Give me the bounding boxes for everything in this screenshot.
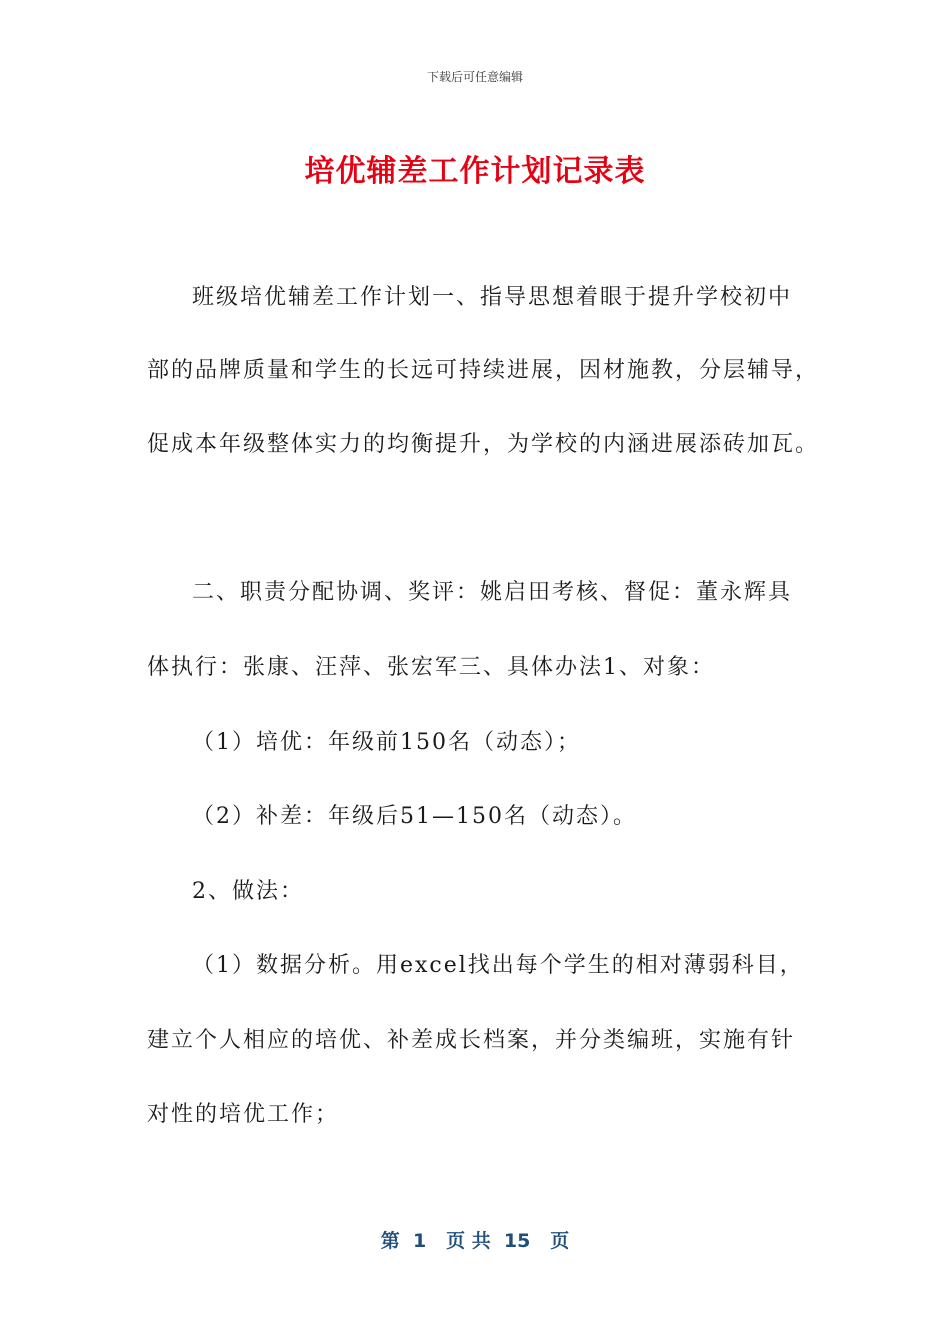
paragraph-line: 2、做法： bbox=[192, 879, 304, 904]
paragraph-line: （1）培优：年级前150名（动态）； bbox=[192, 730, 581, 755]
paragraph-line: 对性的培优工作； bbox=[147, 1102, 340, 1127]
paragraph-line: （1）数据分析。用excel找出每个学生的相对薄弱科目， bbox=[192, 953, 804, 978]
page-number-footer: 第 1 页 共 15 页 bbox=[380, 1230, 570, 1252]
paragraph-line: 班级培优辅差工作计划一、指导思想着眼于提升学校初中 bbox=[192, 285, 793, 310]
header-note: 下载后可任意编辑 bbox=[426, 70, 523, 84]
paragraph-line: 二、职责分配协调、奖评：姚启田考核、督促：董永辉具 bbox=[192, 580, 793, 605]
paragraph-line: 建立个人相应的培优、补差成长档案，并分类编班，实施有针 bbox=[147, 1028, 796, 1053]
paragraph-line: （2）补差：年级后51—150名（动态）。 bbox=[192, 804, 637, 829]
paragraph-line: 体执行：张康、汪萍、张宏军三、具体办法1、对象： bbox=[147, 655, 715, 680]
paragraph-line: 部的品牌质量和学生的长远可持续进展，因材施教，分层辅导， bbox=[147, 358, 820, 383]
paragraph-line: 促成本年级整体实力的均衡提升，为学校的内涵进展添砖加瓦。 bbox=[147, 432, 820, 457]
document-title: 培优辅差工作计划记录表 bbox=[304, 154, 646, 189]
